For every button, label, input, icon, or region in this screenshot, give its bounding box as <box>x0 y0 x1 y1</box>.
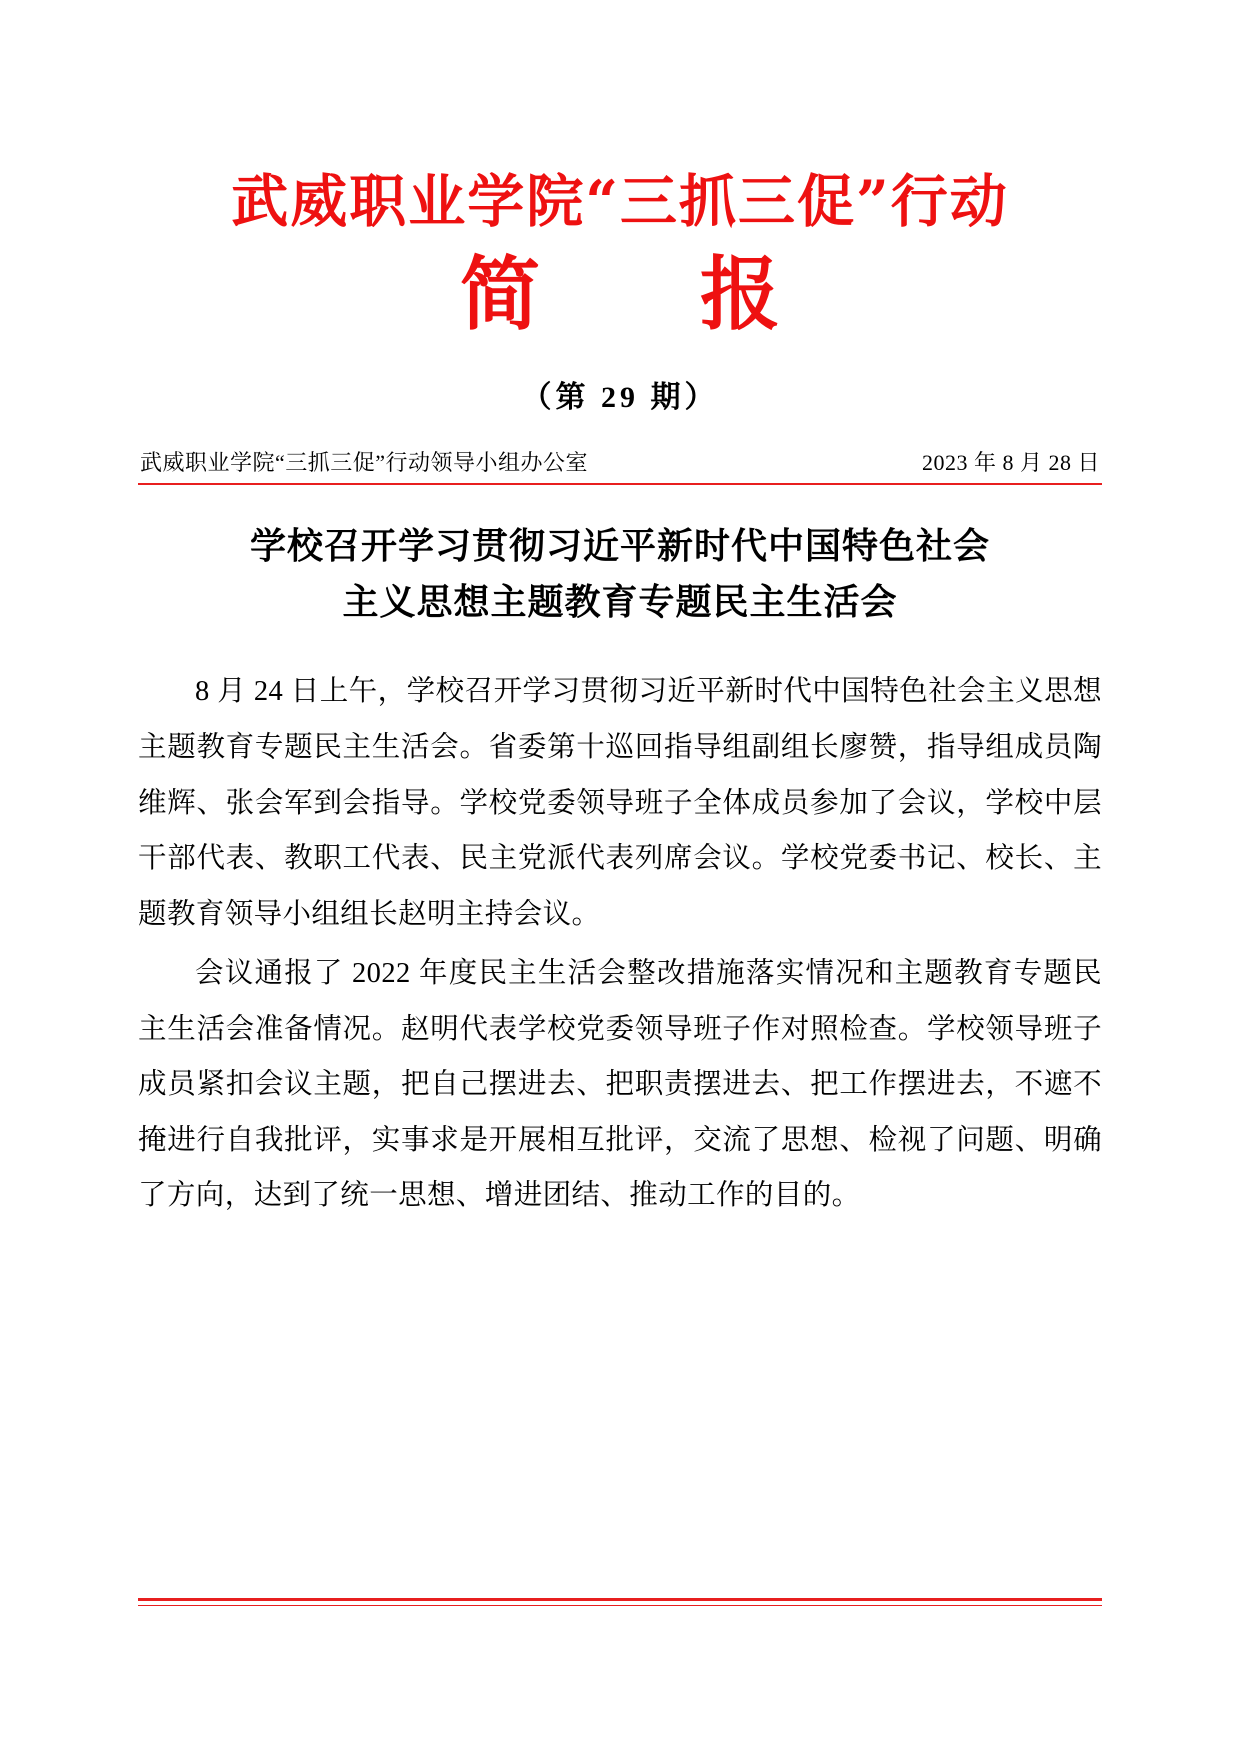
footer-divider <box>138 1598 1102 1606</box>
masthead <box>138 170 1102 344</box>
masthead-meta <box>138 446 1102 483</box>
masthead-title-line1: 武威职业学院“三抓三促”行动 <box>231 168 1009 235</box>
footer-rule-thin <box>138 1605 1102 1606</box>
issue-date: 2023 年 8 月 28 日 <box>921 449 1100 475</box>
article-title-line2: 主义思想主题教育专题民主生活会 <box>342 580 898 623</box>
footer-rule-thick <box>138 1598 1102 1601</box>
article-body <box>138 664 1102 1224</box>
masthead-divider <box>138 483 1102 485</box>
article-paragraph: 会议通报了 2022 年度民主生活会整改措施落实情况和主题教育专题民主生活会准备情况。赵明代表学校党委领导班子作对照检查。学校领导班子成员紧扣会议主题，把自己摆进去、把职责摆进去、把工作摆进去，不遮不掩进行自我批评，实事求是开展相互批评，交流了思想、检视了问题、明确了方向，达到了统一思想、增进团结、推动工作的目的。 <box>138 958 1102 1212</box>
issuing-office: 武威职业学院“三抓三促”行动领导小组办公室 <box>140 449 589 475</box>
article-title <box>138 519 1102 631</box>
article-paragraph: 8 月 24 日上午，学校召开学习贯彻习近平新时代中国特色社会主义思想主题教育专题民主生活会。省委第十巡回指导组副组长廖赞，指导组成员陶维辉、张会军到会指导。学校党委领导班子全体成员参加了会议，学校中层干部代表、教职工代表、民主党派代表列席会议。学校党委书记、校长、主题教育领导小组组长赵明主持会议。 <box>138 676 1102 930</box>
article-title-line1: 学校召开学习贯彻习近平新时代中国特色社会 <box>249 524 990 567</box>
masthead-title-line2: 简 报 <box>460 246 820 341</box>
issue-number: （第 29 期） <box>521 380 719 414</box>
